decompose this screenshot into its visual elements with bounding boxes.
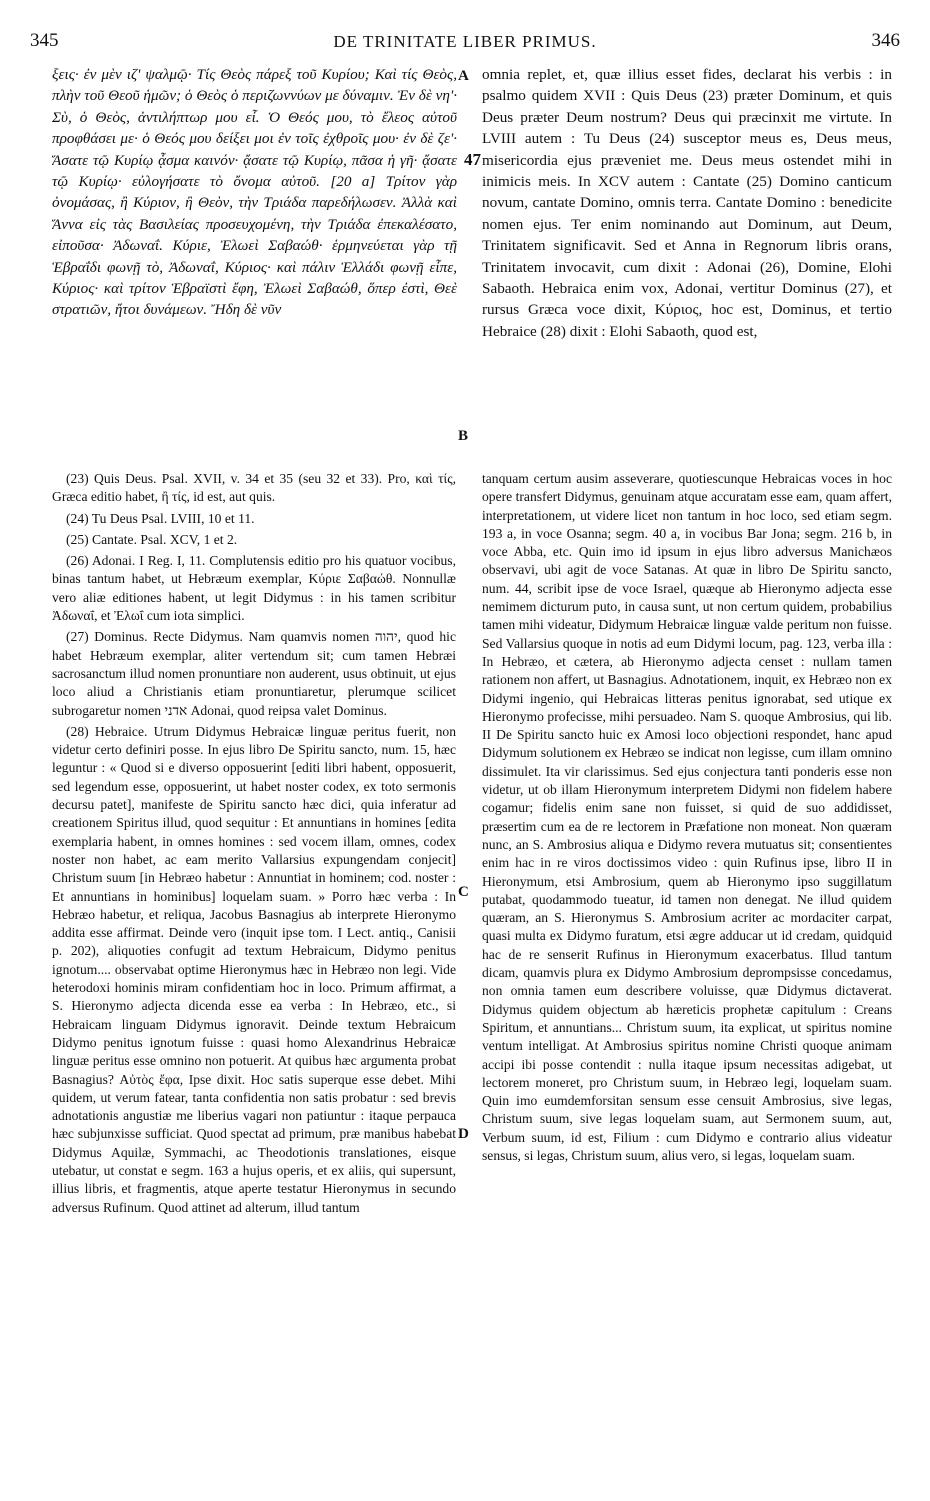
footnote: (26) Adonai. I Reg. I, 11. Complutensis editio pro his quatuor vocibus, binas tantum habet, ut Hebræum exemplar, Κύριε Σαβαώθ. Nonnullæ vero aliæ editiones habent, ut legit Didymus : in his tamen scribitur Ἀδωναΐ, et Ἐλωΐ cum iota simplici. xyxy=(52,553,456,624)
footnote: (25) Cantate. Psal. XCV, 1 et 2. xyxy=(66,531,238,547)
margin-mark-d: D xyxy=(458,1126,469,1142)
footnote: (23) Quis Deus. Psal. XVII, v. 34 et 35 (seu 32 et 33). Pro, καὶ τίς, Græca editio habet, ἢ τίς, id est, aut quis. xyxy=(52,471,456,505)
greek-text: ξεις· ἐν μὲν ιζ' ψαλμῷ· Τίς Θεὸς πάρεξ τοῦ Κυρίου; Καὶ τίς Θεὸς, πλὴν τοῦ Θεοῦ ἡμῶν; ὁ Θεὸς ὁ περιζωννύων με δύναμιν. Ἐν δὲ νη'· Σὺ, ὁ Θεὸς, ἀντιλήπτωρ μου εἶ. Ὁ Θεός μου, τὸ ἔλεος αὐτοῦ προφθάσει με· ὁ Θεός μου δείξει μοι ἐν τοῖς ἐχθροῖς μου· ἐν δὲ ζε'· Ἄσατε τῷ Κυρίῳ ᾆσμα καινόν· ᾄσατε τῷ Κυρίῳ, πᾶσα ἡ γῆ· ᾄσατε τῷ Κυρίῳ· εὐλογήσατε τὸ ὄνομα αὐτοῦ. [20 a] Τρίτον γὰρ ὀνομάσας, ἢ Κύριον, ἢ Θεὸν, τὴν Τριάδα παρεδήλωσεν. Ἀλλὰ καὶ Ἄννα εἰς τὰς Βασιλείας προσευχομένη, τὴν Τριάδα ἐπεκαλέσατο, εἰποῦσα· Ἀδωναΐ. Κύριε, Ἐλωεὶ Σαβαώθ· ἑρμηνεύεται γὰρ τῇ Ἑβραΐδι φωνῇ τὸ, Ἀδωναΐ, Κύριος· καὶ πάλιν Ἑλλάδι φωνῇ εἶπε, Κύριος· καὶ τρίτον Ἑβραϊστὶ ἔφη, Ἐλωεὶ Σαβαώθ, ὅπερ ἐστὶ, Θεὲ στρατιῶν, ἤτοι δυνάμεων. Ἤδη δὲ νῦν xyxy=(52,66,457,319)
greek-column xyxy=(52,64,457,450)
footnote: (24) Tu Deus Psal. LVIII, 10 et 11. xyxy=(66,510,255,526)
column-number-mark: 47 xyxy=(464,150,481,169)
page-number-left: 345 xyxy=(30,30,59,51)
margin-mark-b: B xyxy=(458,428,469,444)
running-title: DE TRINITATE LIBER PRIMUS. xyxy=(333,32,597,51)
footnote-continuation: tanquam certum ausim asseverare, quotiescunque Hebraicas voces in hoc opere transfert Didymus, genuinam atque accuratam esse eam, quam affert, interpretationem, ut videre licet non tantum in hoc loco, sed etiam segm. 193 a, in voce Osanna; segm. 40 a, in vocibus Bar Jona; segm. 216 b, in voce Abba, etc. Quin imo id ipsum in ejus libro adversus Manichæos observavi, ubi agit de voce Satanas. At quæ in libro De Spiritu sancto, num. 44, scribit ipse de voce Israel, quæque ab Hieronymo adjecta esse nemimem dicturum puto, in causa sunt, ut non certum quidem, probabilius tamen mihi videatur, Didymum Hebraicæ linguæ valde peritum non fuisse. Sed Vallarsius quoque in notis ad eum Didymi locum, pag. 123, verba illa : In Hebræo, et cætera, ab Hieronymo adjecta censet : nullam tamen rationem non affert, ut Basnagius. Adnotationem, inquit, ex Hebræo non ex Didymi ingenio, qui Hebraicas litteras penitus ignorabat, sed utique ex Hieronymo profecisse, mihi persuadeo. Nam S. quoque Ambrosius, qui lib. II De Spiritu sancto huic ex Amosi loco objectioni respondet, hanc apud Didymum solutionem ex Hebræo se indicat non legisse, cum illam omnino dissimulet. Ita vir clarissimus. Sed ejus conjectura tanti ponderis esse non videtur, ut ob illam Hieronymum interpretem Didymi non fidelem habere cogamur; fidelis enim sane non fuisset, si quid de suo addidisset, præsertim cum ea de re lectorem in Præfatione non moneat. Non quæram nunc, an S. Ambrosius aliqua e Didymo revera mutuatus sit; consentientes enim hac in re viros doctissimos video : quin Rufinus ipse, libro II in Hieronymum, etsi Ambrosium, quem ab Hieronymo ipso suggillatum putabat, quodammodo tueatur, id tamen non denegat. Ne illud quidem quæram, an S. Hieronymus S. Ambrosium acriter ac mordaciter carpat, quasi multa ex Didymo furatum, etsi ægre adducar ut id credam, quidquid hac de re senserit Rufinus in Hieronymum exacerbatus. Illud tantum dicam, quamvis plura ex Didymo Ambrosium deprompsisse concedamus, non omnia tamen eum describere voluisse, quæ Didymus dictaverat. Didymus quidem objectum ab hæreticis prophetæ capitulum : Creans Spiritum, et annuntians... Christum suum, ita explicat, ut spiritus nomine ventum intelligat. At Ambrosius spiritus nomine Christi quoque animam accipi ibi posse contendit : nulla itaque ipsum necessitas adigebat, ut lectorem moneret, pro Christum suum, in Hebræo legi, loquelam suam. Quin imo eumdemforsitan sensum esse censuit Ambrosius, sive legas, Christum suum, sive legas loquelam suam, aut Sermonem suum, aut, Verbum suum, id est, Filium : cum Didymo e contrario alius videatur sensus, si legas, Christum suum, alius vero, si legas, loquelam suam. xyxy=(482,471,892,1163)
footnotes-left-column xyxy=(52,470,456,1480)
footnotes-right-column xyxy=(482,470,892,1480)
footnote: (27) Dominus. Recte Didymus. Nam quamvis nomen יהוה, quod hic habet Hebræum exemplar, aliter vertendum sit; cum tamen Hebræi sacrosanctum illud nomen pronuntiare non auderent, usus obtinuit, ut ejus loco aliud a Christianis etiam pronuntiaretur, plerumque scilicet subrogaretur nomen אדני Adonai, quod reipsa valet Dominus. xyxy=(52,629,456,718)
page-number-right: 346 xyxy=(871,30,900,51)
footnote: (28) Hebraice. Utrum Didymus Hebraicæ linguæ peritus fuerit, non videtur certo definiri posse. In ejus libro De Spiritu sancto, num. 15, hæc leguntur : « Quod si e diverso opposuerint [editi libri habent, opposuerit, sed legendum esse, opposuerint, ut habet noster codex, ex toto sermonis decursu patet], manifeste de Spiritu sancto hæc dici, quia inferatur ad creationem Spiritus illud, quod sequitur : Et annuntians in homines [edita exemplaria habent, in omnes homines : sed vocem illam, omnes, codex noster non habet, ac eam merito Vallarsius expungendam conjecit] Christum suum [in Hebræo habetur : Annuntiat in hominem; cod. noster : Et annuntians in hominibus] loquelam suam. » Porro hæc verba : In Hebræo habetur, et reliqua, Jacobus Basnagius ab interprete Hieronymo addita esse affirmat. Deinde vero (inquit ipse tom. I Lect. antiq., Canisii p. 202), aliquoties confugit ad textum Hebraicum, Didymo penitus ignotum.... observabat optime Hieronymus hæc in Hebræo non legi. Vide heterodoxi hominis miram confidentiam hoc in loco. Primum affirmat, a S. Hieronymo adjecta dicenda esse ea verba : In Hebræo, etc., si Hebraicam linguam Didymus ignoravit. Deinde textum Hebraicum Didymo penitus ignotum fuisse : quasi homo Alexandrinus Hebraicæ linguæ peritus esse omnino non potuerit. At quibus hæc argumenta probat Basnagius? Αὐτὸς ἔφα, Ipse dixit. Hoc satis superque esse debet. Mihi quidem, ut verum fatear, tanta confidentia non satis probatur : sed brevis adnotationis angustiæ me liberius vagari non patiuntur : itaque perpauca hæc subjunxisse sufficiat. Quod spectat ad primum, præ manibus habebat Didymus Aquilæ, Symmachi, ac Theodotionis translationes, eisque utebatur, ut constat e segm. 163 a hujus operis, et ex aliis, qui supersunt, illius libris, et fragmentis, atque aperte testatur Hieronymus in secundo adversus Rufinum. Quod attinet ad alterum, illud tantum xyxy=(52,723,456,1215)
margin-mark-a: A xyxy=(458,68,469,84)
latin-text: omnia replet, et, quæ illius esset fides, declarat his verbis : in psalmo quidem XVII : Quis Deus (23) præter Dominum, et quis Deus præter Deum nostrum? Deus qui præcinxit me virtute. In LVIII autem : Tu Deus (24) susceptor meus es, Deus meus, misericordia ejus præveniet me. Deus meus ostendet mihi in inimicis meis. In XCV autem : Cantate (25) Domino canticum novum, cantate Domino, omnis terra. Cantate Domino : benedicite nomen ejus. Ter enim nominando aut Dominum, aut Deum, Trinitatem significavit. Sed et Anna in Regnorum libris orans, Trinitatem invocavit, cum dixit : Adonai (26), Domine, Elohi Sabaoth. Hebraica enim vox, Adonai, vertitur Dominus (27), et rursus Græca voce dixit, Κύριος, hoc est, Dominus, et tertio Hebraice (28) dixit : Elohi Sabaoth, quod est, xyxy=(482,66,892,340)
latin-column xyxy=(482,64,892,450)
margin-mark-c: C xyxy=(458,884,469,900)
running-head xyxy=(30,30,900,56)
